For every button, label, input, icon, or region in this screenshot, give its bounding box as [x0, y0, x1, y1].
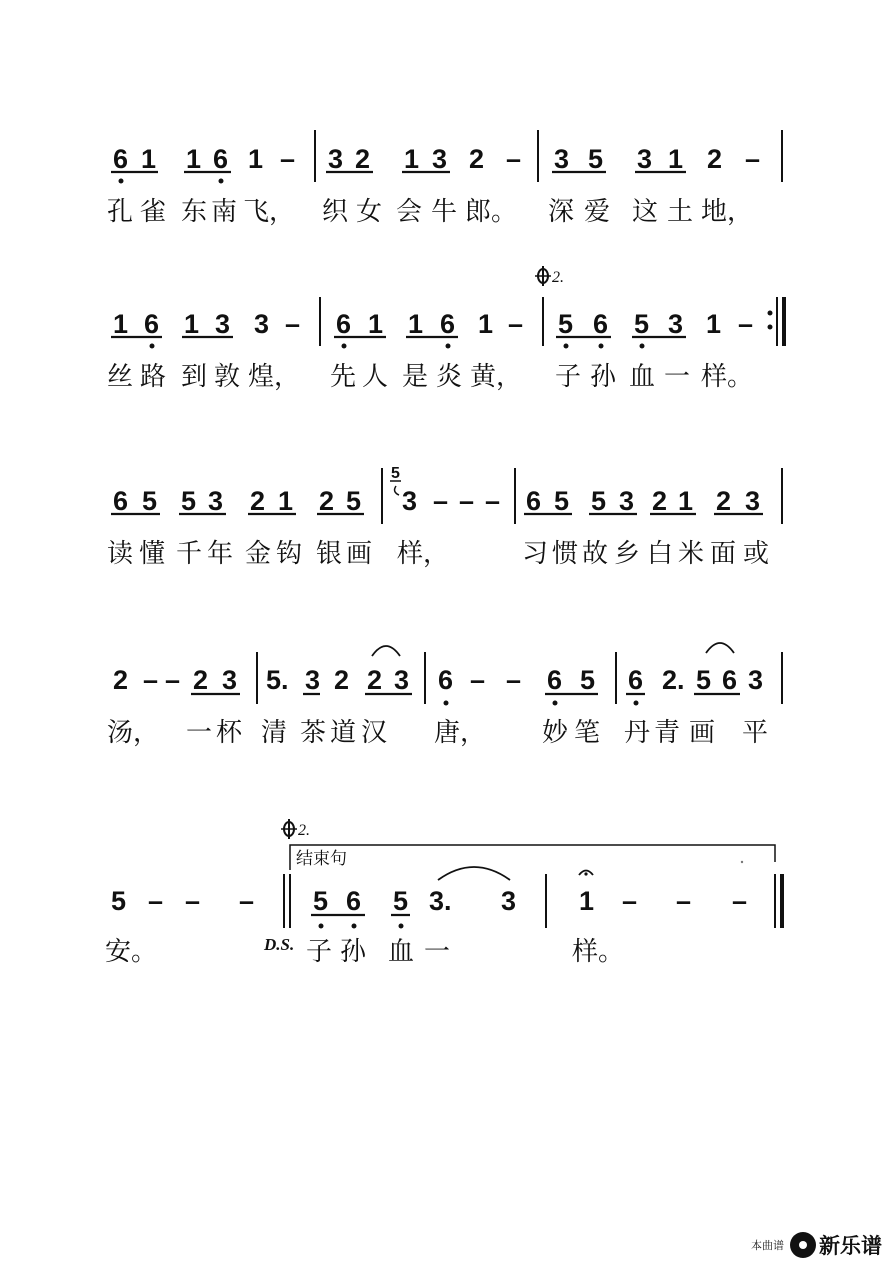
note: 3 — [222, 665, 238, 695]
note: – — [285, 309, 301, 339]
note: 1 — [408, 309, 424, 339]
lyric: 汤， — [107, 718, 160, 748]
note: 5 — [634, 309, 650, 339]
lyric: 子 — [555, 362, 582, 392]
note: 6 — [346, 886, 362, 916]
note: 6 — [628, 665, 644, 695]
lyric: 样， — [397, 539, 450, 569]
lyric: 郎。 — [465, 197, 518, 227]
note: 2 — [334, 665, 350, 695]
octave-dot — [352, 924, 357, 929]
lyric: 故 — [582, 539, 609, 569]
lyric: 深 — [548, 197, 575, 227]
grace-note: 5 — [391, 465, 400, 482]
lyric: 女 — [356, 197, 383, 227]
lyric: 面 — [710, 539, 737, 569]
lyric: 惯 — [552, 539, 579, 569]
lyric: 样。 — [701, 362, 754, 392]
lyric: 白 — [647, 539, 674, 569]
note: 5 — [313, 886, 329, 916]
note: 2 — [250, 486, 266, 516]
note: – — [506, 665, 522, 695]
note: 2 — [716, 486, 732, 516]
note: 5 — [588, 144, 604, 174]
note: 3 — [394, 665, 410, 695]
note: – — [148, 886, 164, 916]
note: 2 — [355, 144, 371, 174]
note: 3 — [668, 309, 684, 339]
lyric: 懂 — [139, 539, 166, 569]
octave-dot — [599, 344, 604, 349]
lyric: 土 — [667, 197, 694, 227]
note: 1 — [248, 144, 264, 174]
ending-label: 结束句 — [296, 849, 347, 869]
octave-dot — [150, 344, 155, 349]
lyric: 妙 — [542, 718, 569, 748]
lyric: 敦 — [214, 362, 241, 392]
note: – — [280, 144, 296, 174]
note: 6 — [547, 665, 563, 695]
note: 5 — [580, 665, 596, 695]
footer-brand — [751, 1230, 882, 1260]
note: 6 — [722, 665, 738, 695]
note: 5 — [393, 886, 409, 916]
note: 1 — [404, 144, 420, 174]
lyric: 画 — [689, 718, 716, 748]
note: – — [506, 144, 522, 174]
lyric: 一 — [664, 362, 691, 392]
note: 5. — [266, 665, 289, 695]
score-row-3 — [107, 465, 782, 569]
coda-icon — [281, 819, 297, 839]
note: 6 — [213, 144, 229, 174]
lyric: 这 — [632, 197, 659, 227]
note: 6 — [336, 309, 352, 339]
record-disc-icon — [790, 1232, 816, 1258]
ending-bracket — [290, 845, 775, 870]
note: 6 — [113, 144, 129, 174]
lyric: 人 — [362, 362, 389, 392]
lyric: 血 — [388, 937, 415, 967]
footer-prefix: 本曲谱 — [751, 1239, 784, 1252]
note: 3. — [429, 886, 452, 916]
lyric: 或 — [743, 539, 770, 569]
score-row-4 — [107, 643, 782, 748]
note: – — [143, 665, 159, 695]
lyric: 雀 — [140, 197, 167, 227]
note: 6 — [438, 665, 454, 695]
lyric: 黄， — [470, 362, 523, 392]
note: 1 — [184, 309, 200, 339]
note: 2. — [662, 665, 685, 695]
note: – — [165, 665, 181, 695]
octave-dot — [564, 344, 569, 349]
note: 3 — [619, 486, 635, 516]
note: – — [732, 886, 748, 916]
octave-dot — [319, 924, 324, 929]
note: 3 — [745, 486, 761, 516]
note: 3 — [328, 144, 344, 174]
lyric: 炎 — [436, 362, 463, 392]
fermata-icon — [579, 871, 593, 876]
note: 2 — [469, 144, 485, 174]
score-row-5 — [105, 819, 782, 967]
lyric: 孔 — [107, 197, 134, 227]
coda-mark-label: 2. — [298, 822, 310, 839]
lyric: 笔 — [574, 718, 601, 748]
octave-dot — [640, 344, 645, 349]
score-row-2 — [107, 266, 784, 392]
note: 3 — [637, 144, 653, 174]
note: 6 — [113, 486, 129, 516]
note: 1 — [478, 309, 494, 339]
lyric: 爱 — [584, 197, 611, 227]
lyric: 先 — [330, 362, 357, 392]
lyric: 千 — [176, 539, 203, 569]
lyric: 画 — [346, 539, 373, 569]
note: 1 — [668, 144, 684, 174]
lyric: 子 — [306, 937, 333, 967]
octave-dot — [634, 701, 639, 706]
lyric: 飞， — [243, 197, 296, 227]
brand-logo — [790, 1230, 882, 1260]
octave-dot — [553, 701, 558, 706]
octave-dot — [399, 924, 404, 929]
lyric: 杯 — [216, 718, 243, 748]
note: 5 — [111, 886, 127, 916]
tie-slur — [438, 867, 510, 880]
lyric: 到 — [181, 362, 208, 392]
note: 1 — [579, 886, 595, 916]
note: 1 — [141, 144, 157, 174]
note: 6 — [144, 309, 160, 339]
lyric: 读 — [107, 539, 134, 569]
coda-mark-label: 2. — [552, 269, 564, 286]
lyric: 织 — [322, 197, 349, 227]
lyric: 一 — [424, 937, 451, 967]
lyric: 唐， — [434, 718, 487, 748]
note: – — [470, 665, 486, 695]
octave-dot — [446, 344, 451, 349]
note: 3 — [305, 665, 321, 695]
lyric: 煌， — [248, 362, 301, 392]
score-row-1 — [107, 130, 782, 227]
note: 6 — [440, 309, 456, 339]
octave-dot — [342, 344, 347, 349]
note: 2 — [707, 144, 723, 174]
note: 1 — [186, 144, 202, 174]
octave-dot — [219, 179, 224, 184]
lyric: 银 — [316, 539, 343, 569]
note: 3 — [215, 309, 231, 339]
lyric: 南 — [211, 197, 238, 227]
note: 5 — [696, 665, 712, 695]
lyric: 钩 — [276, 539, 303, 569]
lyric: 乡 — [614, 539, 641, 569]
speck — [741, 861, 743, 863]
lyric: 丝 — [107, 362, 134, 392]
lyric: 习 — [522, 539, 549, 569]
note: 5 — [181, 486, 197, 516]
note: 1 — [368, 309, 384, 339]
note: – — [433, 486, 449, 516]
lyric: 孙 — [340, 937, 367, 967]
note: 3 — [254, 309, 270, 339]
octave-dot — [444, 701, 449, 706]
note: – — [508, 309, 524, 339]
note: 6 — [526, 486, 542, 516]
lyric: 丹 — [624, 718, 651, 748]
lyric: 青 — [654, 718, 681, 748]
lyric: 会 — [396, 197, 423, 227]
lyric: 安。 — [105, 937, 158, 967]
tie-slur — [706, 643, 734, 653]
octave-dot — [119, 179, 124, 184]
note: 1 — [678, 486, 694, 516]
note: 5 — [346, 486, 362, 516]
note: 3 — [554, 144, 570, 174]
tie-slur — [372, 646, 400, 656]
lyric: 茶 — [300, 718, 327, 748]
note: 3 — [432, 144, 448, 174]
lyric: 东 — [181, 197, 208, 227]
note: 5 — [591, 486, 607, 516]
note: 2 — [113, 665, 129, 695]
repeat-dot — [768, 325, 773, 330]
note: – — [676, 886, 692, 916]
note: 5 — [142, 486, 158, 516]
note: 1 — [278, 486, 294, 516]
lyric: 平 — [742, 718, 769, 748]
note: 1 — [113, 309, 129, 339]
note: 6 — [593, 309, 609, 339]
note: – — [459, 486, 475, 516]
note: 5 — [554, 486, 570, 516]
coda-icon — [535, 266, 551, 286]
brand-name: 新乐谱 — [819, 1234, 882, 1258]
note: 1 — [706, 309, 722, 339]
lyric: 年 — [207, 539, 234, 569]
note: 3 — [208, 486, 224, 516]
note: – — [485, 486, 501, 516]
lyric: 血 — [629, 362, 656, 392]
note: 3 — [748, 665, 764, 695]
note: – — [185, 886, 201, 916]
lyric: 孙 — [590, 362, 617, 392]
note: 2 — [652, 486, 668, 516]
note: – — [738, 309, 754, 339]
lyric: 地， — [701, 197, 754, 227]
repeat-dot — [768, 311, 773, 316]
lyric: 牛 — [431, 197, 458, 227]
note: – — [239, 886, 255, 916]
lyric: 是 — [402, 362, 429, 392]
grace-slur — [395, 486, 399, 495]
note: 3 — [402, 486, 418, 516]
note: 2 — [367, 665, 383, 695]
ds-mark: D.S. — [264, 935, 295, 954]
lyric: 一 — [186, 718, 213, 748]
note: 2 — [193, 665, 209, 695]
note: 3 — [501, 886, 517, 916]
note: 5 — [558, 309, 574, 339]
note: – — [745, 144, 761, 174]
note: 2 — [319, 486, 335, 516]
lyric: 路 — [140, 362, 167, 392]
lyric: 汉 — [361, 718, 388, 748]
lyric: 清 — [261, 718, 288, 748]
lyric: 样。 — [572, 937, 625, 967]
lyric: 米 — [678, 539, 705, 569]
lyric: 金 — [245, 539, 272, 569]
note: – — [622, 886, 638, 916]
lyric: 道 — [330, 718, 357, 748]
